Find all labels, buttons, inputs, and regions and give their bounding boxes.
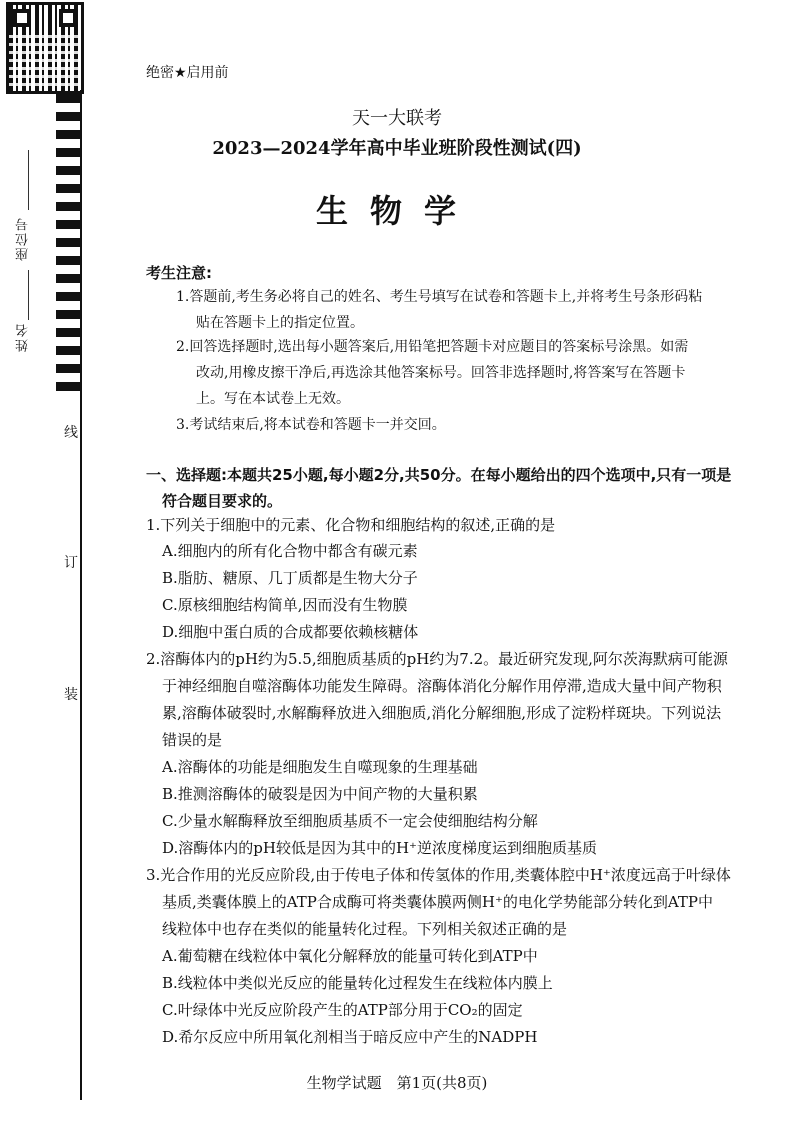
page-footer: 生物学试题 第1页(共8页) [306, 1074, 488, 1092]
confidential-mark: 绝密★启用前 [146, 65, 229, 81]
question-1-option-a: A.细胞内的所有化合物中都含有碳元素 [162, 542, 418, 560]
question-2-option-b: B.推测溶酶体的破裂是因为中间产物的大量积累 [162, 785, 478, 803]
question-3-stem: 3.光合作用的光反应阶段,由于传电子体和传氢体的作用,类囊体腔中H⁺浓度远高于叶绿体 基质,类囊体膜上的ATP合成酶可将类囊体膜两侧H⁺的电化学势能部分转化到ATP中 线粒体中也存在类似的能量转化过程。下列相关叙述正确的是 [146, 866, 731, 938]
question-3-option-c: C.叶绿体中光反应阶段产生的ATP部分用于CO₂的固定 [162, 1001, 523, 1019]
binding-line [80, 90, 82, 1100]
name-label: 姓名 [16, 322, 31, 352]
question-2-stem: 2.溶酶体内的pH约为5.5,细胞质基质的pH约为7.2。最近研究发现,阿尔茨海默病可能源 于神经细胞自噬溶酶体功能发生障碍。溶酶体消化分解作用停滞,造成大量中间产物积 累,溶酶体破裂时,水解酶释放进入细胞质,消化分解细胞,形成了淀粉样斑块。下列说法 错误的是 [146, 650, 728, 749]
question-3-option-b: B.线粒体中类似光反应的能量转化过程发生在线粒体内膜上 [162, 974, 553, 992]
question-1-stem: 1.下列关于细胞中的元素、化合物和细胞结构的叙述,正确的是 [146, 516, 556, 534]
name-blank [28, 270, 29, 320]
section-heading: 一、选择题:本题共25小题,每小题2分,共50分。在每小题给出的四个选项中,只有一项是 符合题目要求的。 [146, 466, 732, 510]
question-1-option-d: D.细胞中蛋白质的合成都要依赖核糖体 [162, 623, 419, 641]
question-1-option-c: C.原核细胞结构简单,因而没有生物膜 [162, 596, 408, 614]
exam-league: 天一大联考 [352, 108, 442, 129]
notice-item-1: 1.答题前,考生务必将自己的姓名、考生号填写在试卷和答题卡上,并将考生号条形码粘 贴在答题卡上的指定位置。 [176, 289, 703, 331]
question-3-option-d: D.希尔反应中所用氧化剂相当于暗反应中产生的NADPH [162, 1028, 538, 1046]
margin-line-char: 线 [64, 418, 78, 446]
question-2-option-a: A.溶酶体的功能是细胞发生自噬现象的生理基础 [162, 758, 478, 776]
notice-item-2: 2.回答选择题时,选出每小题答案后,用铅笔把答题卡对应题目的答案标号涂黑。如需 改动,用橡皮擦干净后,再选涂其他答案标号。回答非选择题时,将答案写在答题卡 上。写在本试卷上无效。 [176, 339, 689, 407]
subject-title: 生物学 [315, 192, 478, 230]
notice-item-3: 3.考试结束后,将本试卷和答题卡一并交回。 [176, 417, 446, 433]
question-2-option-c: C.少量水解酶释放至细胞质基质不一定会使细胞结构分解 [162, 812, 538, 830]
question-1-option-b: B.脂肪、糖原、几丁质都是生物大分子 [162, 569, 418, 587]
exam-title: 2023—2024学年高中毕业班阶段性测试(四) [212, 138, 582, 159]
margin-ding-char: 订 [64, 548, 78, 576]
question-3-option-a: A.葡萄糖在线粒体中氧化分解释放的能量可转化到ATP中 [162, 947, 538, 965]
qr-code [6, 2, 84, 94]
question-2-option-d: D.溶酶体内的pH较低是因为其中的H⁺逆浓度梯度运到细胞质基质 [162, 839, 597, 857]
notice-title: 考生注意: [146, 264, 212, 282]
margin-zhuang-char: 装 [64, 680, 78, 708]
seat-number-label: 座位号 [16, 216, 31, 261]
